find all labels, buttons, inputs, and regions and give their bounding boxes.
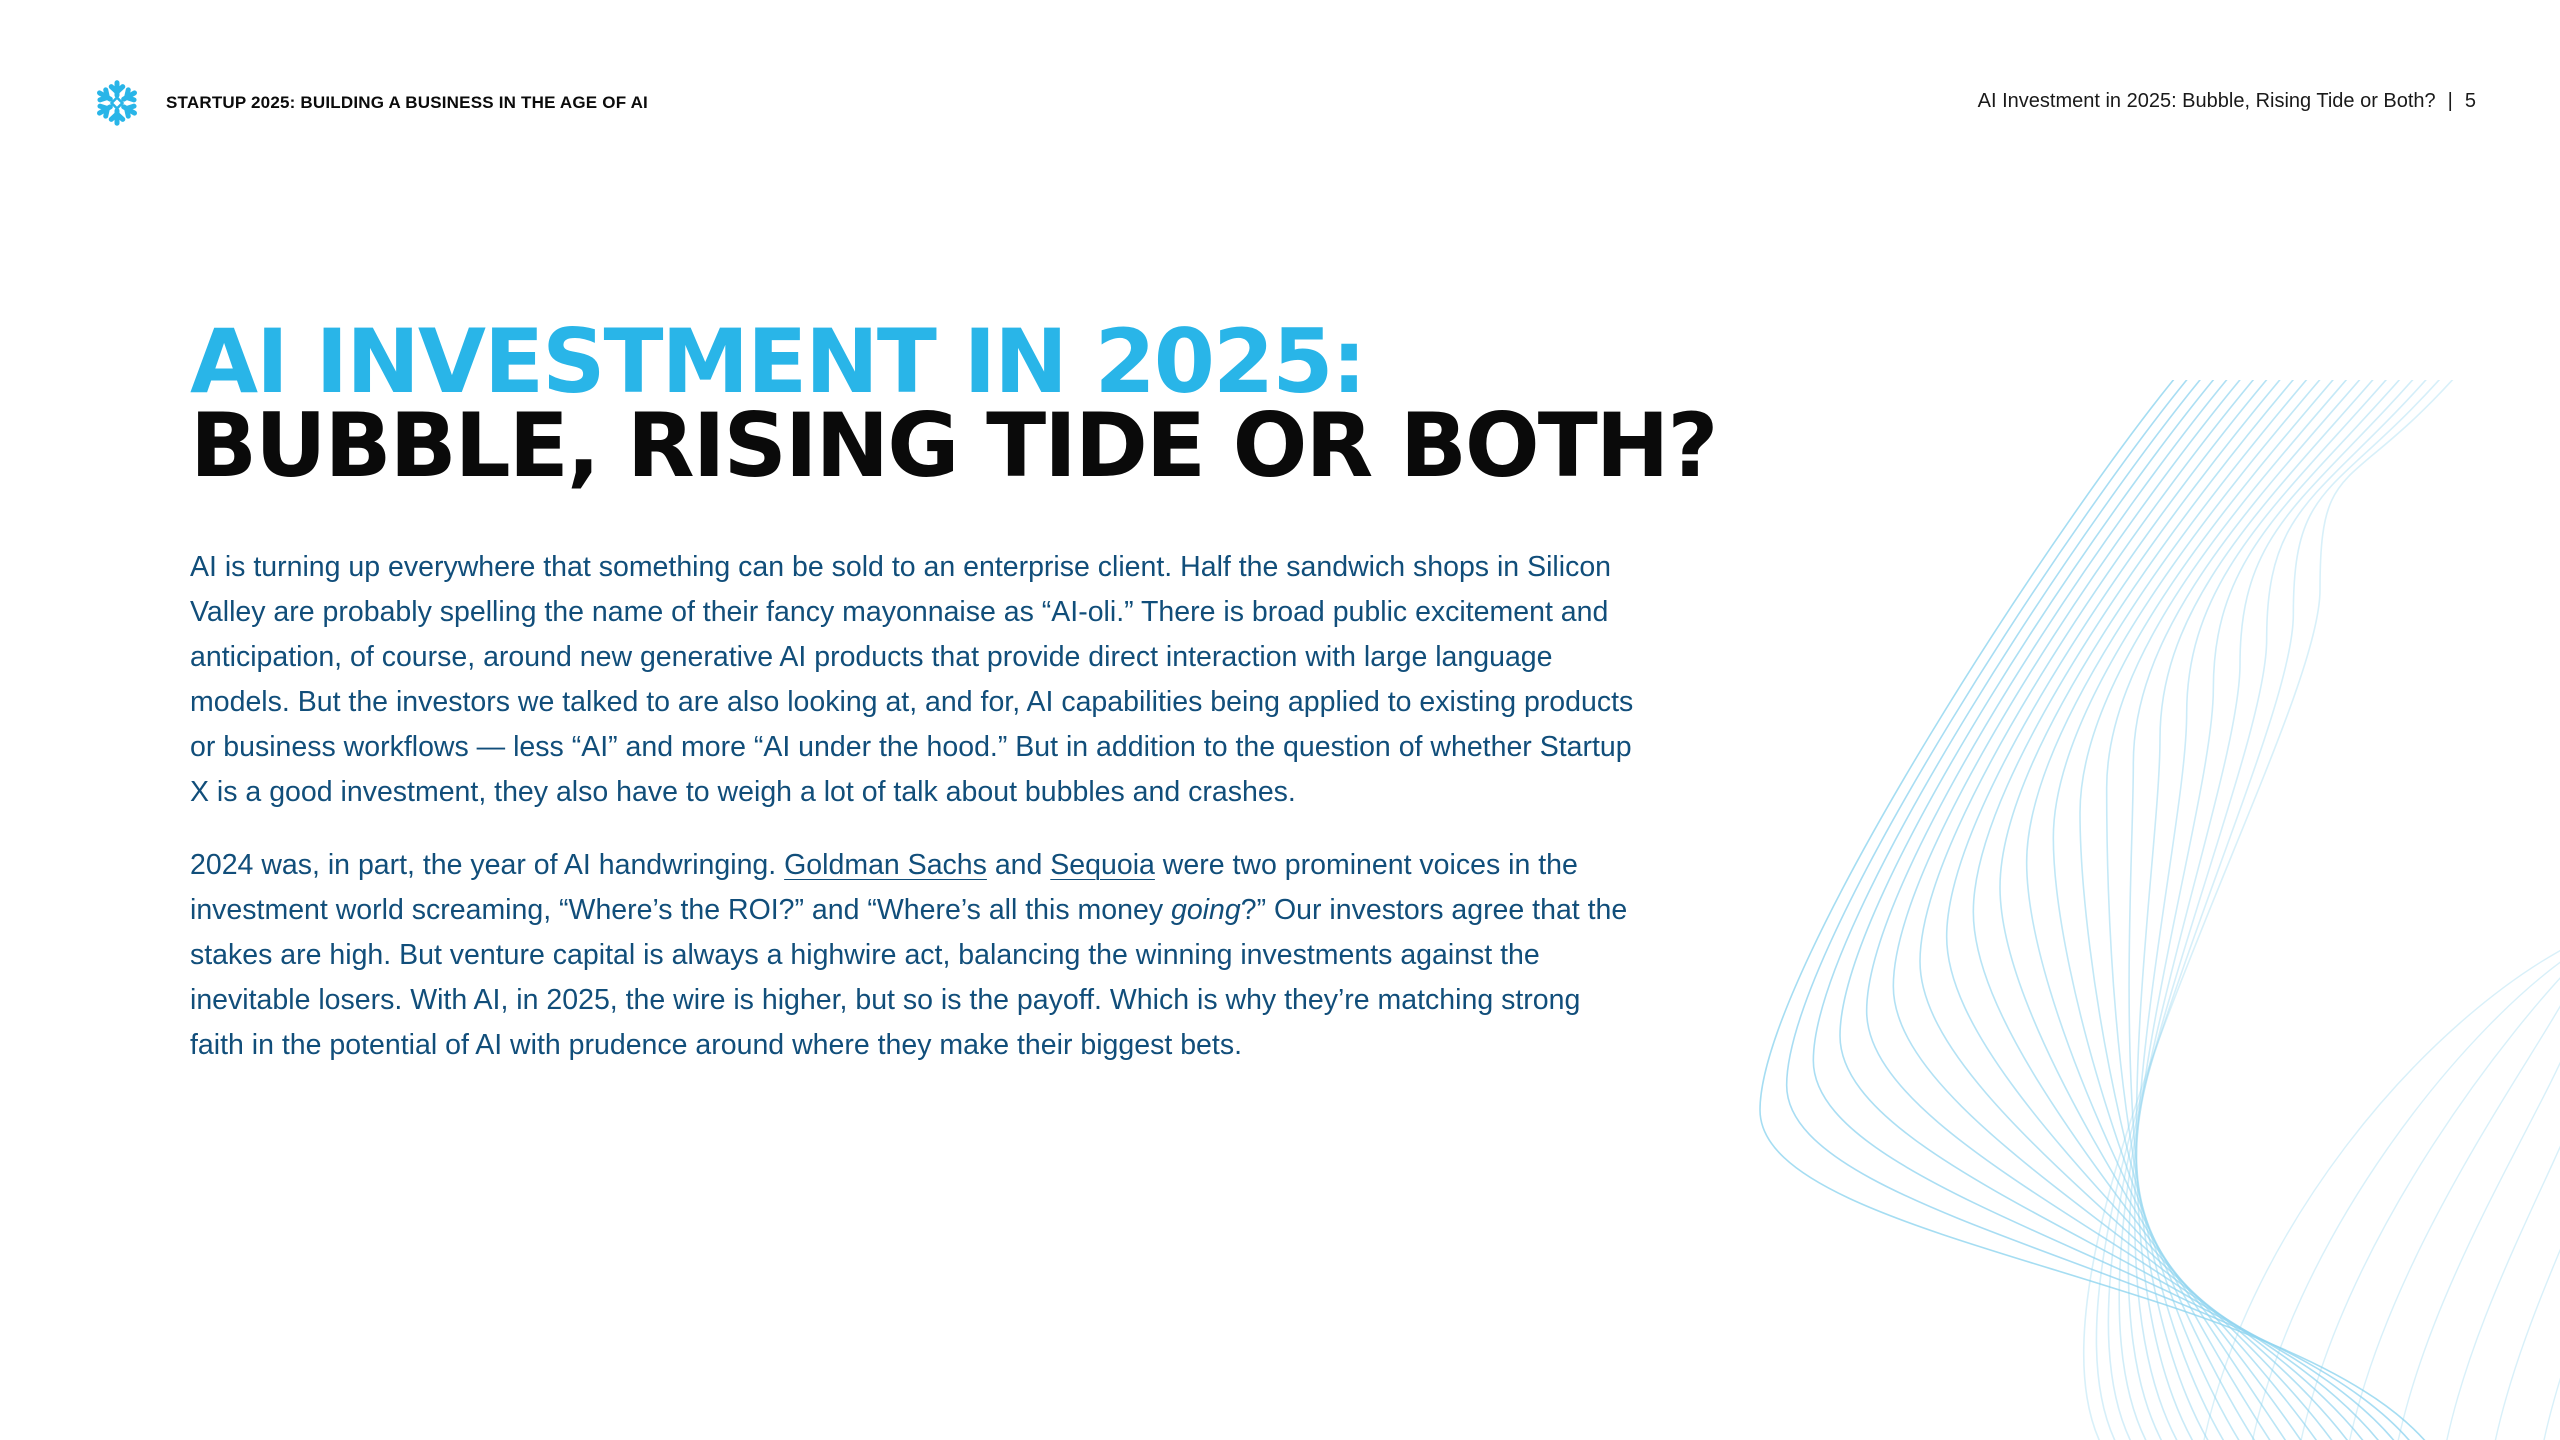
decorative-wave-line bbox=[1893, 380, 2361, 1440]
paragraph-2 bbox=[190, 843, 1640, 1068]
decorative-wave-line bbox=[2135, 380, 2404, 1440]
page-title bbox=[190, 310, 1717, 497]
header-separator: | bbox=[2447, 90, 2453, 112]
decorative-wave-line bbox=[2053, 380, 2336, 1440]
page-number: 5 bbox=[2464, 90, 2476, 112]
snowflake-logo-icon bbox=[92, 78, 142, 128]
decorative-arc-line bbox=[2346, 966, 2560, 1440]
decorative-arc-line bbox=[2443, 983, 2560, 1440]
page-title-line-1: AI INVESTMENT IN 2025: bbox=[190, 310, 1365, 413]
page-title-line-2: BUBBLE, RISING TIDE OR BOTH? bbox=[190, 394, 1717, 497]
decorative-wave-line bbox=[1920, 380, 2346, 1440]
decorative-arc-line bbox=[2394, 974, 2560, 1440]
decorative-arc-line bbox=[2540, 1000, 2560, 1440]
body-text bbox=[190, 545, 1640, 1068]
decorative-wave-lines bbox=[1640, 380, 2560, 1440]
decorative-wave-line bbox=[2136, 380, 2390, 1440]
decorative-wave-line bbox=[2096, 380, 2456, 1440]
decorative-wave-line bbox=[1813, 380, 2408, 1440]
paragraph-2-text-3: were two prominent voices in the investment world screaming, “Where’s the ROI?” and “Where’s all this money bbox=[190, 849, 1578, 926]
sequoia-link[interactable]: Sequoia bbox=[1050, 849, 1155, 881]
decorative-wave-line bbox=[1947, 380, 2330, 1440]
document-header bbox=[92, 78, 648, 128]
decorative-arc-line bbox=[2200, 940, 2560, 1440]
paragraph-1: AI is turning up everywhere that something can be sold to an enterprise client. Half the sandwich shops in Silicon Valley are probably spelling the name of their fancy mayonnaise as “AI-oli.” There is broad public excitement and anticipation, of course, around new generative AI products that provide direct interaction with large language models. But the investors we talked to are also looking at, and for, AI capabilities being applied to existing products or business workflows — less “AI” and more “AI under the hood.” But in addition to the question of whether Startup X is a good investment, they also have to weigh a lot of talk about bubbles and crashes. bbox=[190, 551, 1634, 808]
goldman-sachs-link[interactable]: Goldman Sachs bbox=[784, 849, 987, 881]
decorative-wave-line bbox=[2108, 380, 2443, 1440]
decorative-arc-line bbox=[2297, 957, 2560, 1440]
paragraph-2-emphasis: going bbox=[1170, 894, 1241, 926]
section-title: AI Investment in 2025: Bubble, Rising Tide or Both? bbox=[1977, 90, 2436, 112]
decorative-wave-line bbox=[2084, 380, 2470, 1440]
decorative-arc-line bbox=[2491, 991, 2560, 1440]
paragraph-2-text-4: ?” Our investors agree that the stakes are high. But venture capital is always a highwire act, balancing the winning investments against the inevitable losers. With AI, in 2025, the wire is higher, but so is the payoff. Which is why they’re matching strong faith in the potential of AI with prudence around where they make their biggest bets. bbox=[190, 894, 1628, 1061]
decorative-wave-line bbox=[2027, 380, 2324, 1440]
report-title: STARTUP 2025: BUILDING A BUSINESS IN THE AGE OF AI bbox=[166, 93, 648, 112]
decorative-wave-line bbox=[2000, 380, 2310, 1440]
decorative-arc-line bbox=[2249, 949, 2560, 1440]
decorative-wave-line bbox=[1787, 380, 2425, 1440]
paragraph-2-text-2: and bbox=[986, 849, 1051, 881]
paragraph-2-text-1: 2024 was, in part, the year of AI handwringing. bbox=[190, 849, 785, 881]
section-running-head bbox=[1978, 90, 2476, 113]
